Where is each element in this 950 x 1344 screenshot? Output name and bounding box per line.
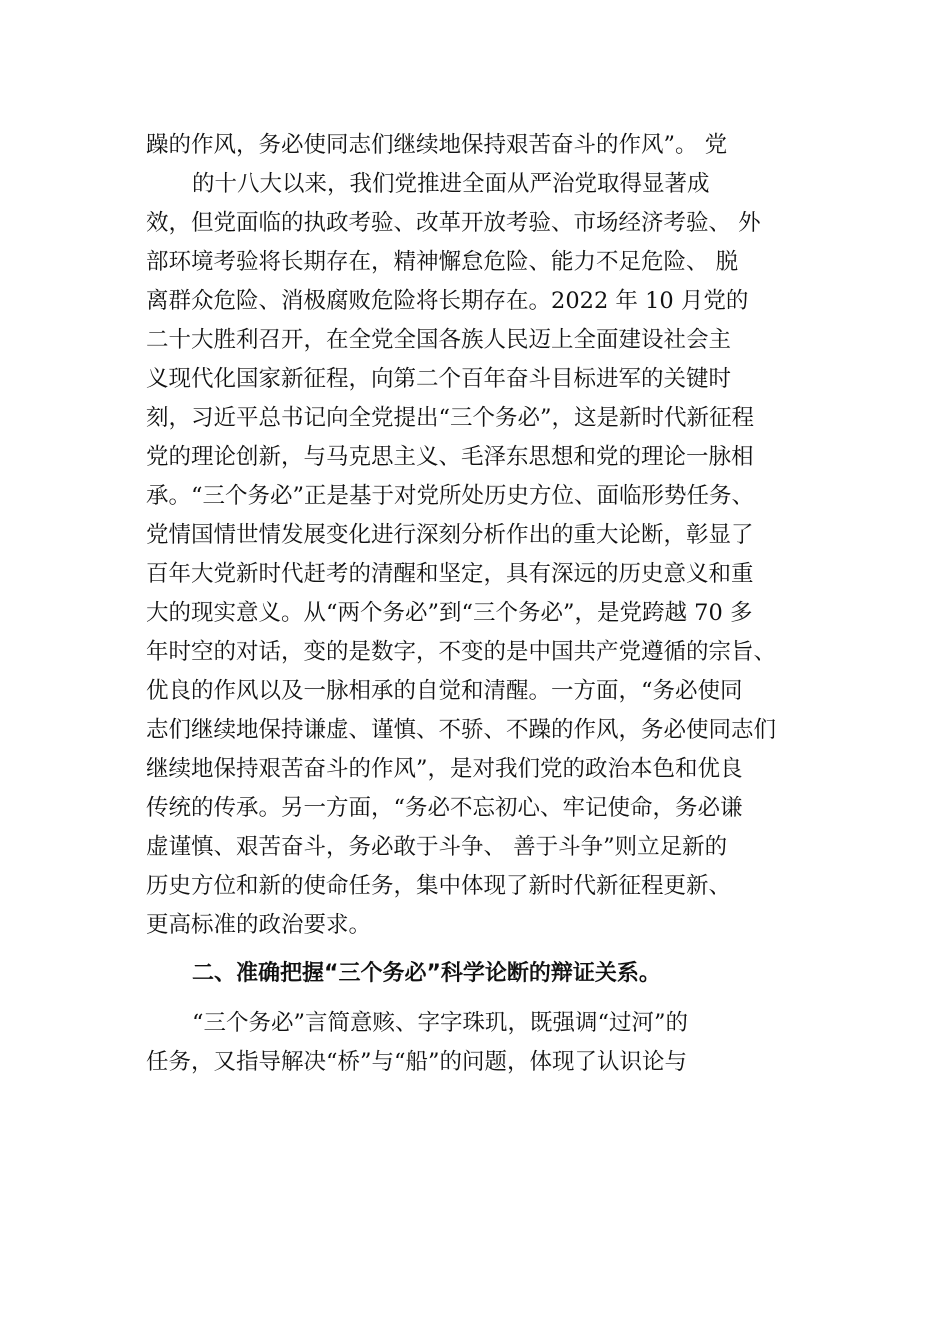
text-line: 义现代化国家新征程，向第二个百年奋斗目标进军的关键时	[146, 366, 732, 392]
text-line: 二十大胜利召开，在全党全国各族人民迈上全面建设社会主	[146, 327, 732, 353]
text-line: 躁的作风，务必使同志们继续地保持艰苦奋斗的作风”。 党	[146, 132, 728, 158]
text-line: 的十八大以来，我们党推进全面从严治党取得显著成	[192, 171, 710, 197]
text-line: 刻，习近平总书记向全党提出“三个务必”，这是新时代新征程	[146, 405, 755, 431]
section-heading: 二、准确把握“三个务必”科学论断的辩证关系。	[192, 961, 661, 986]
text-line: 承。“三个务必”正是基于对党所处历史方位、面临形势任务、	[146, 483, 755, 509]
text-line: 任务，又指导解决“桥”与“船”的问题，体现了认识论与	[146, 1049, 688, 1075]
text-line: 部环境考验将长期存在，精神懈怠危险、能力不足危险、 脱	[146, 249, 739, 275]
text-line: 继续地保持艰苦奋斗的作风”，是对我们党的政治本色和优良	[146, 756, 743, 782]
text-line: 虚谨慎、艰苦奋斗，务必敢于斗争、 善于斗争”则立足新的	[146, 834, 728, 860]
text-line: 党情国情世情发展变化进行深刻分析作出的重大论断，彰显了	[146, 522, 754, 548]
text-line: 党的理论创新，与马克思主义、毛泽东思想和党的理论一脉相	[146, 444, 754, 470]
text-line: 百年大党新时代赶考的清醒和坚定，具有深远的历史意义和重	[146, 561, 754, 587]
text-line: “三个务必”言简意赅、字字珠玑，既强调“过河”的	[192, 1010, 689, 1036]
text-line: 效，但党面临的执政考验、改革开放考验、市场经济考验、 外	[146, 210, 761, 236]
text-line: 志们继续地保持谦虚、谨慎、不骄、不躁的作风，务必使同志们	[146, 717, 777, 743]
text-line: 年时空的对话，变的是数字，不变的是中国共产党遵循的宗旨、	[146, 639, 777, 665]
text-line: 大的现实意义。从“两个务必”到“三个务必”，是党跨越 70 多	[146, 600, 753, 626]
text-line: 历史方位和新的使命任务，集中体现了新时代新征程更新、	[146, 873, 732, 899]
text-line: 传统的传承。另一方面，“务必不忘初心、牢记使命，务必谦	[146, 795, 743, 821]
text-line: 更高标准的政治要求。	[146, 912, 372, 938]
text-line: 离群众危险、消极腐败危险将长期存在。2022 年 10 月党的	[146, 288, 749, 314]
text-line: 优良的作风以及一脉相承的自觉和清醒。一方面，“务必使同	[146, 678, 743, 704]
